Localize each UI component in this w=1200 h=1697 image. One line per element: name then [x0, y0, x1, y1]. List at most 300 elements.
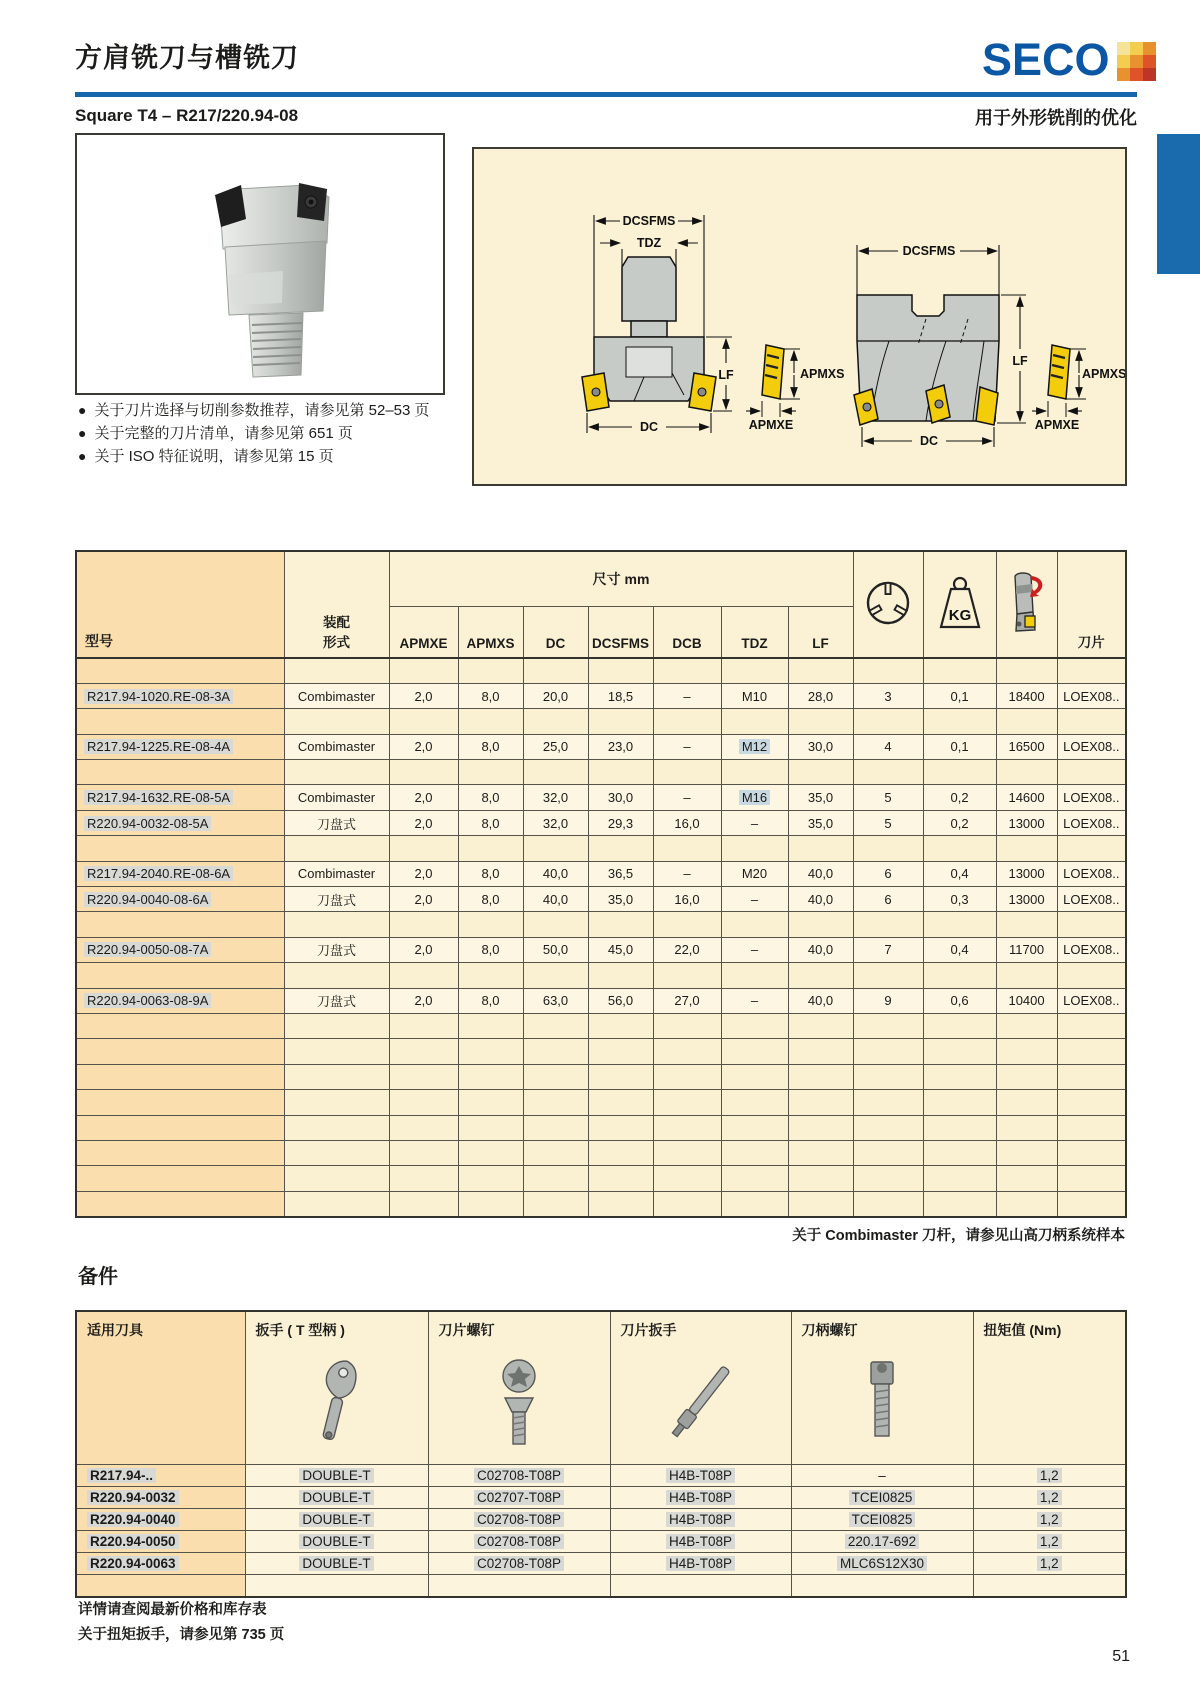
spec-cell: [389, 836, 458, 861]
acc-col-torque: 扭矩值 (Nm): [973, 1311, 1126, 1465]
spec-cell: [923, 1039, 996, 1064]
acc-cell: DOUBLE-T: [245, 1487, 428, 1509]
dim-label-apmxe-right: APMXE: [1034, 418, 1080, 432]
spec-cell: [523, 1166, 588, 1191]
spec-cell: 25,0: [523, 734, 588, 759]
spec-cell: [588, 1013, 653, 1038]
spec-cell: [389, 1013, 458, 1038]
acc-cell: MLC6S12X30: [791, 1553, 973, 1575]
spec-cell: [923, 963, 996, 988]
spec-cell: [1057, 1191, 1126, 1216]
acc-cell: DOUBLE-T: [245, 1465, 428, 1487]
spec-cell: [1057, 963, 1126, 988]
spec-cell: 2,0: [389, 683, 458, 708]
col-header-mount: 装配 形式: [284, 551, 389, 658]
spec-cell: [721, 1090, 788, 1115]
spec-cell: 4: [853, 734, 923, 759]
spec-cell: [923, 1166, 996, 1191]
spec-cell: 32,0: [523, 810, 588, 835]
spec-cell: [458, 658, 523, 683]
spec-cell: –: [721, 988, 788, 1013]
teeth-count-icon: [862, 576, 914, 630]
spec-cell: [523, 836, 588, 861]
acc-cell: R220.94-0063: [76, 1553, 245, 1575]
acc-cell: H4B-T08P: [610, 1487, 791, 1509]
spec-cell: [853, 963, 923, 988]
spec-cell: [923, 1013, 996, 1038]
acc-cell: DOUBLE-T: [245, 1553, 428, 1575]
spec-cell: M16: [721, 785, 788, 810]
spec-cell: [853, 658, 923, 683]
spec-cell: [458, 1166, 523, 1191]
spec-cell: 8,0: [458, 785, 523, 810]
acc-cell: H4B-T08P: [610, 1465, 791, 1487]
spec-cell: 刀盘式: [284, 988, 389, 1013]
spec-cell: 36,5: [588, 861, 653, 886]
spec-cell: [996, 1064, 1057, 1089]
spec-cell: –: [653, 683, 721, 708]
col-group-dimensions: 尺寸 mm: [389, 551, 853, 606]
acc-col-tools: 适用刀具: [76, 1311, 245, 1465]
acc-col-shank-screw: 刀柄螺钉: [791, 1311, 973, 1465]
spec-table-row: [76, 988, 1126, 1013]
spec-cell: [588, 1191, 653, 1216]
accessories-table-row: [76, 1553, 1126, 1575]
spec-cell: [76, 836, 284, 861]
spec-cell: 3: [853, 683, 923, 708]
spec-cell: [721, 1115, 788, 1140]
spec-cell: 7: [853, 937, 923, 962]
spec-cell: R217.94-1225.RE-08-4A: [76, 734, 284, 759]
spec-cell: 16,0: [653, 887, 721, 912]
spec-cell: 0,2: [923, 810, 996, 835]
main-table-body: [76, 658, 1126, 1217]
dim-label-lf-right: LF: [1012, 354, 1028, 368]
header-divider: [75, 92, 1137, 97]
spec-cell: [653, 709, 721, 734]
spec-cell: [458, 709, 523, 734]
spec-cell: [788, 1140, 853, 1165]
spec-cell: [523, 963, 588, 988]
spec-table-row: [76, 1166, 1126, 1191]
spec-cell: [996, 760, 1057, 785]
spec-cell: 29,3: [588, 810, 653, 835]
spec-cell: [458, 1064, 523, 1089]
accessories-table-row: [76, 1509, 1126, 1531]
dim-label-tdz: TDZ: [636, 236, 662, 250]
spec-cell: [588, 1115, 653, 1140]
spec-cell: –: [721, 810, 788, 835]
spec-cell: [653, 1064, 721, 1089]
spec-cell: [284, 658, 389, 683]
reference-notes: [78, 399, 478, 468]
spec-cell: 56,0: [588, 988, 653, 1013]
spec-cell: LOEX08..: [1057, 683, 1126, 708]
spec-cell: LOEX08..: [1057, 861, 1126, 886]
col-header-model: 型号: [76, 551, 284, 658]
spec-cell: 2,0: [389, 988, 458, 1013]
spec-cell: 32,0: [523, 785, 588, 810]
spec-cell: R217.94-2040.RE-08-6A: [76, 861, 284, 886]
spec-cell: [996, 836, 1057, 861]
spec-table-row: [76, 785, 1126, 810]
acc-col-wrench: 扳手 ( T 型柄 ): [245, 1311, 428, 1465]
acc-table-body: [76, 1465, 1126, 1597]
spec-cell: [588, 709, 653, 734]
acc-cell: [428, 1575, 610, 1597]
spec-cell: M20: [721, 861, 788, 886]
spec-cell: [721, 1166, 788, 1191]
spec-cell: [788, 1013, 853, 1038]
spec-cell: 0,4: [923, 937, 996, 962]
footer-note-2: 关于扭矩扳手，请参见第 735 页: [78, 1627, 285, 1643]
spec-cell: –: [721, 937, 788, 962]
spec-cell: Combimaster: [284, 734, 389, 759]
spec-cell: [788, 709, 853, 734]
acc-col-insert-key: 刀片扳手: [610, 1311, 791, 1465]
spec-cell: [284, 1166, 389, 1191]
spec-cell: [721, 709, 788, 734]
col-header-lf: LF: [788, 606, 853, 658]
application-note: 用于外形铣削的优化: [975, 108, 1137, 128]
spec-cell: Combimaster: [284, 683, 389, 708]
spec-cell: [458, 912, 523, 937]
spec-cell: [284, 912, 389, 937]
spec-cell: [389, 709, 458, 734]
spec-cell: LOEX08..: [1057, 785, 1126, 810]
spec-cell: –: [653, 734, 721, 759]
spec-cell: [721, 1191, 788, 1216]
acc-cell: R217.94-..: [76, 1465, 245, 1487]
spec-cell: [458, 963, 523, 988]
spec-cell: [788, 963, 853, 988]
spec-cell: [523, 760, 588, 785]
spec-cell: [923, 1090, 996, 1115]
spec-table-row: [76, 912, 1126, 937]
spec-cell: 11700: [996, 937, 1057, 962]
acc-cell: C02707-T08P: [428, 1487, 610, 1509]
spec-cell: [458, 1191, 523, 1216]
acc-cell: 1,2: [973, 1509, 1126, 1531]
spec-cell: 0,4: [923, 861, 996, 886]
spec-cell: [653, 1039, 721, 1064]
technical-diagram-box: [472, 147, 1127, 486]
spec-cell: [458, 836, 523, 861]
spec-cell: [284, 1140, 389, 1165]
spec-cell: [996, 1140, 1057, 1165]
spec-cell: [284, 836, 389, 861]
dim-label-apmxe-left: APMXE: [748, 418, 794, 432]
spec-cell: 40,0: [523, 887, 588, 912]
spec-cell: [458, 1090, 523, 1115]
spec-cell: M10: [721, 683, 788, 708]
spec-cell: [853, 1090, 923, 1115]
spec-cell: 40,0: [788, 937, 853, 962]
spec-cell: [853, 1191, 923, 1216]
spec-cell: 23,0: [588, 734, 653, 759]
spec-cell: [853, 1140, 923, 1165]
spec-cell: [588, 912, 653, 937]
spec-cell: 2,0: [389, 734, 458, 759]
list-item: ● 关于完整的刀片清单，请参见第 651 页: [78, 422, 478, 445]
page-title: 方肩铣刀与槽铣刀: [75, 43, 299, 73]
spec-cell: [389, 963, 458, 988]
accessories-table-row: [76, 1531, 1126, 1553]
spec-cell: [588, 1064, 653, 1089]
spec-cell: [76, 1115, 284, 1140]
spec-cell: [523, 1039, 588, 1064]
spec-table-row: [76, 1140, 1126, 1165]
spec-cell: 2,0: [389, 810, 458, 835]
dim-label-apmxs-right: APMXS: [1082, 367, 1125, 381]
accessories-table: [75, 1310, 1127, 1598]
spec-cell: [923, 1191, 996, 1216]
product-series-title: Square T4 – R217/220.94-08: [75, 106, 299, 125]
spec-cell: –: [721, 887, 788, 912]
spec-cell: [653, 912, 721, 937]
spec-cell: [923, 709, 996, 734]
combimaster-note: 关于 Combimaster 刀杆，请参见山高刀柄系统样本: [792, 1228, 1125, 1244]
spec-cell: [523, 912, 588, 937]
acc-cell: C02708-T08P: [428, 1509, 610, 1531]
spec-cell: [588, 1090, 653, 1115]
spec-cell: [853, 836, 923, 861]
spec-cell: [653, 1166, 721, 1191]
col-header-max-rpm: [996, 551, 1057, 658]
spec-cell: [853, 760, 923, 785]
spec-cell: [721, 658, 788, 683]
dim-label-apmxs-left: APMXS: [800, 367, 845, 381]
spec-cell: 28,0: [788, 683, 853, 708]
shank-screw-icon: [842, 1354, 922, 1450]
spec-cell: [853, 1166, 923, 1191]
spec-cell: 2,0: [389, 785, 458, 810]
spec-cell: [923, 1140, 996, 1165]
spec-cell: [76, 760, 284, 785]
spec-cell: [788, 1064, 853, 1089]
spec-cell: M12: [721, 734, 788, 759]
spec-cell: [588, 1140, 653, 1165]
spec-cell: [389, 1166, 458, 1191]
acc-cell: C02708-T08P: [428, 1465, 610, 1487]
spec-cell: [788, 1115, 853, 1140]
spec-cell: 27,0: [653, 988, 721, 1013]
acc-cell: H4B-T08P: [610, 1553, 791, 1575]
spec-cell: [1057, 836, 1126, 861]
spec-cell: 8,0: [458, 810, 523, 835]
insert-screw-icon: [479, 1354, 559, 1450]
col-header-dc: DC: [523, 606, 588, 658]
spec-cell: [1057, 1115, 1126, 1140]
list-item: ● 关于刀片选择与切削参数推荐，请参见第 52–53 页: [78, 399, 478, 422]
spec-cell: [523, 1140, 588, 1165]
spec-cell: [1057, 709, 1126, 734]
spec-cell: [853, 1064, 923, 1089]
spec-table-row: [76, 810, 1126, 835]
spec-table-row: [76, 963, 1126, 988]
spec-table: [75, 550, 1127, 1218]
spec-cell: 35,0: [788, 785, 853, 810]
spec-cell: 35,0: [588, 887, 653, 912]
acc-cell: [245, 1575, 428, 1597]
spec-table-row: [76, 760, 1126, 785]
spec-cell: [523, 1115, 588, 1140]
spec-cell: [996, 963, 1057, 988]
spec-cell: [923, 760, 996, 785]
spec-table-row: [76, 1039, 1126, 1064]
spec-cell: 10400: [996, 988, 1057, 1013]
acc-cell: TCEI0825: [791, 1487, 973, 1509]
spec-cell: [1057, 1013, 1126, 1038]
col-header-apmxs: APMXS: [458, 606, 523, 658]
col-header-dcb: DCB: [653, 606, 721, 658]
spec-cell: [1057, 760, 1126, 785]
spec-cell: [523, 1191, 588, 1216]
acc-cell: C02708-T08P: [428, 1553, 610, 1575]
spec-cell: [788, 836, 853, 861]
spec-cell: [923, 836, 996, 861]
spec-cell: [721, 836, 788, 861]
spec-cell: [996, 912, 1057, 937]
spec-cell: [788, 1166, 853, 1191]
spec-cell: [284, 1115, 389, 1140]
spec-cell: [923, 658, 996, 683]
spec-cell: –: [653, 785, 721, 810]
spec-cell: LOEX08..: [1057, 810, 1126, 835]
spec-cell: [721, 1013, 788, 1038]
spec-cell: 0,1: [923, 734, 996, 759]
acc-cell: 220.17-692: [791, 1531, 973, 1553]
spec-cell: 0,2: [923, 785, 996, 810]
spec-cell: [389, 1115, 458, 1140]
spec-cell: [76, 912, 284, 937]
acc-cell: H4B-T08P: [610, 1531, 791, 1553]
spec-cell: [788, 1090, 853, 1115]
spec-cell: [76, 1140, 284, 1165]
spec-cell: R217.94-1020.RE-08-3A: [76, 683, 284, 708]
spec-cell: [389, 1039, 458, 1064]
spec-cell: [996, 1090, 1057, 1115]
list-item: ● 关于 ISO 特征说明，请参见第 15 页: [78, 445, 478, 468]
spec-cell: [284, 1064, 389, 1089]
dim-label-dc-left: DC: [639, 420, 659, 434]
spec-cell: 2,0: [389, 937, 458, 962]
col-header-dcsfms: DCSFMS: [588, 606, 653, 658]
spec-cell: 30,0: [788, 734, 853, 759]
col-header-weight: [923, 551, 996, 658]
spec-cell: 35,0: [788, 810, 853, 835]
spec-cell: 8,0: [458, 734, 523, 759]
spec-cell: R217.94-1632.RE-08-5A: [76, 785, 284, 810]
acc-cell: [610, 1575, 791, 1597]
spec-cell: Combimaster: [284, 785, 389, 810]
section-tab: [1157, 134, 1200, 274]
spec-cell: 50,0: [523, 937, 588, 962]
spec-cell: 22,0: [653, 937, 721, 962]
spec-cell: 45,0: [588, 937, 653, 962]
spec-cell: Combimaster: [284, 861, 389, 886]
spec-cell: [284, 1191, 389, 1216]
spec-table-row: [76, 1064, 1126, 1089]
accessories-table-row: [76, 1575, 1126, 1597]
spec-cell: [76, 1191, 284, 1216]
spec-cell: 18,5: [588, 683, 653, 708]
weight-kg-icon: [934, 575, 986, 631]
bullet-icon: ●: [78, 402, 87, 418]
spec-cell: [1057, 1166, 1126, 1191]
spec-cell: [788, 760, 853, 785]
spec-cell: [721, 1140, 788, 1165]
seco-logo: [982, 34, 1156, 85]
spec-cell: [996, 1115, 1057, 1140]
spec-cell: [1057, 1064, 1126, 1089]
spec-cell: [721, 963, 788, 988]
spec-table-row: [76, 1115, 1126, 1140]
spec-cell: [996, 709, 1057, 734]
spec-cell: 16500: [996, 734, 1057, 759]
spec-cell: [284, 1090, 389, 1115]
spec-table-row: [76, 1191, 1126, 1216]
spec-cell: [76, 709, 284, 734]
spec-cell: [389, 912, 458, 937]
spec-cell: [1057, 1039, 1126, 1064]
spec-cell: 18400: [996, 683, 1057, 708]
spec-cell: 5: [853, 785, 923, 810]
spec-cell: LOEX08..: [1057, 887, 1126, 912]
spec-cell: [788, 658, 853, 683]
spec-table-row: [76, 709, 1126, 734]
spec-cell: 40,0: [788, 988, 853, 1013]
spec-cell: [76, 963, 284, 988]
spec-cell: [721, 1039, 788, 1064]
accessories-table-row: [76, 1465, 1126, 1487]
spec-cell: [523, 1064, 588, 1089]
dim-label-dcsfms-left: DCSFMS: [622, 214, 676, 228]
spec-cell: [588, 658, 653, 683]
spec-cell: [588, 963, 653, 988]
spec-cell: 40,0: [523, 861, 588, 886]
spec-cell: [284, 1013, 389, 1038]
spec-cell: [458, 760, 523, 785]
acc-cell: 1,2: [973, 1465, 1126, 1487]
spec-cell: 刀盘式: [284, 887, 389, 912]
spec-cell: [653, 963, 721, 988]
spec-cell: LOEX08..: [1057, 734, 1126, 759]
spec-cell: [788, 1039, 853, 1064]
spec-cell: [76, 658, 284, 683]
col-header-insert: 刀片: [1057, 551, 1126, 658]
acc-cell: 1,2: [973, 1553, 1126, 1575]
spec-cell: 刀盘式: [284, 937, 389, 962]
spec-cell: [523, 658, 588, 683]
spec-cell: 14600: [996, 785, 1057, 810]
spec-cell: [653, 1115, 721, 1140]
spec-cell: 6: [853, 861, 923, 886]
spec-cell: [76, 1166, 284, 1191]
spec-cell: 6: [853, 887, 923, 912]
spec-table-row: [76, 887, 1126, 912]
spec-cell: [853, 709, 923, 734]
page-number: 51: [1112, 1648, 1130, 1665]
spec-cell: [76, 1064, 284, 1089]
spec-cell: [284, 1039, 389, 1064]
spec-cell: 2,0: [389, 887, 458, 912]
spec-cell: [389, 1064, 458, 1089]
spec-cell: [923, 1064, 996, 1089]
spec-cell: [389, 658, 458, 683]
spec-cell: [76, 1013, 284, 1038]
dim-label-dcsfms-right: DCSFMS: [902, 244, 956, 258]
